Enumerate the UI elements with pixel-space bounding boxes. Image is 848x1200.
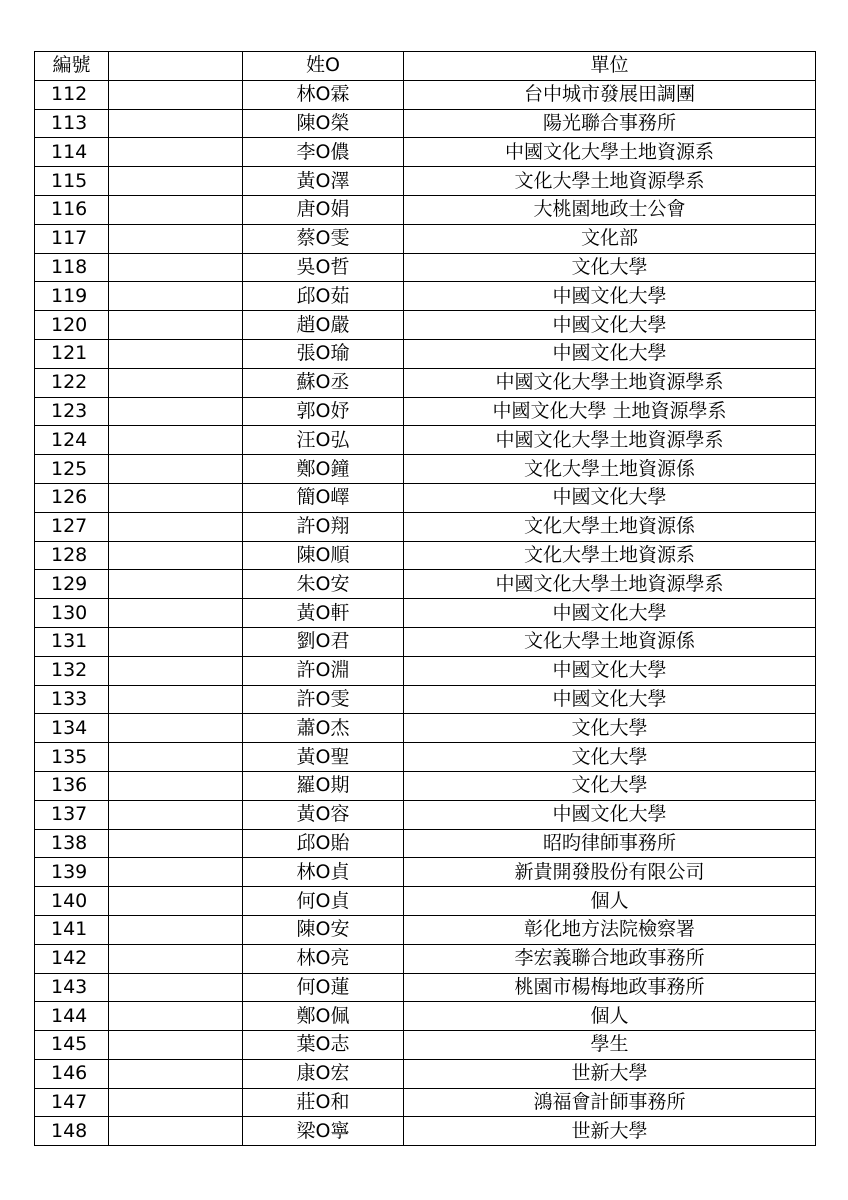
row-unit: 大桃園地政士公會	[404, 195, 816, 224]
table-row	[35, 944, 816, 973]
row-name: 陳O榮	[243, 109, 404, 138]
row-name: 朱O安	[243, 570, 404, 599]
table-row	[35, 339, 816, 368]
row-unit: 中國文化大學	[404, 311, 816, 340]
row-name: 邱O茹	[243, 282, 404, 311]
row-number: 117	[35, 224, 109, 253]
row-unit: 中國文化大學	[404, 282, 816, 311]
row-unit: 文化大學土地資源係	[404, 512, 816, 541]
row-blank	[109, 714, 243, 743]
table-row	[35, 455, 816, 484]
row-number: 119	[35, 282, 109, 311]
row-unit: 文化大學	[404, 253, 816, 282]
table-row	[35, 397, 816, 426]
row-number: 135	[35, 743, 109, 772]
row-unit: 文化大學	[404, 771, 816, 800]
row-unit: 彰化地方法院檢察署	[404, 915, 816, 944]
row-blank	[109, 339, 243, 368]
row-number: 120	[35, 311, 109, 340]
table-row	[35, 109, 816, 138]
row-number: 112	[35, 80, 109, 109]
attendee-table	[34, 51, 816, 1146]
row-unit: 世新大學	[404, 1117, 816, 1146]
row-number: 115	[35, 167, 109, 196]
table-row	[35, 167, 816, 196]
row-blank	[109, 1088, 243, 1117]
table-row	[35, 1117, 816, 1146]
row-blank	[109, 685, 243, 714]
row-number: 113	[35, 109, 109, 138]
row-unit: 中國文化大學	[404, 339, 816, 368]
table-row	[35, 858, 816, 887]
row-name: 黃O容	[243, 800, 404, 829]
row-unit: 鴻福會計師事務所	[404, 1088, 816, 1117]
row-unit: 中國文化大學土地資源學系	[404, 426, 816, 455]
table-row	[35, 1002, 816, 1031]
row-name: 陳O順	[243, 541, 404, 570]
table-row	[35, 915, 816, 944]
row-blank	[109, 368, 243, 397]
table-row	[35, 282, 816, 311]
row-name: 何O貞	[243, 887, 404, 916]
row-name: 蘇O丞	[243, 368, 404, 397]
table-row	[35, 195, 816, 224]
table-row	[35, 483, 816, 512]
row-blank	[109, 1002, 243, 1031]
table-row	[35, 570, 816, 599]
table-row	[35, 771, 816, 800]
row-unit: 中國文化大學土地資源學系	[404, 570, 816, 599]
row-number: 116	[35, 195, 109, 224]
row-blank	[109, 858, 243, 887]
row-name: 汪O弘	[243, 426, 404, 455]
row-unit: 個人	[404, 1002, 816, 1031]
row-blank	[109, 426, 243, 455]
row-name: 黃O澤	[243, 167, 404, 196]
table-row	[35, 224, 816, 253]
row-number: 126	[35, 483, 109, 512]
row-number: 148	[35, 1117, 109, 1146]
row-unit: 文化大學	[404, 714, 816, 743]
row-blank	[109, 138, 243, 167]
row-blank	[109, 282, 243, 311]
row-name: 趙O嚴	[243, 311, 404, 340]
table-row	[35, 512, 816, 541]
row-name: 郭O妤	[243, 397, 404, 426]
row-number: 132	[35, 656, 109, 685]
row-blank	[109, 944, 243, 973]
table-row	[35, 685, 816, 714]
row-blank	[109, 397, 243, 426]
row-blank	[109, 829, 243, 858]
row-number: 134	[35, 714, 109, 743]
row-number: 121	[35, 339, 109, 368]
row-name: 蕭O杰	[243, 714, 404, 743]
row-number: 140	[35, 887, 109, 916]
row-blank	[109, 311, 243, 340]
row-blank	[109, 195, 243, 224]
table-row	[35, 887, 816, 916]
row-unit: 文化部	[404, 224, 816, 253]
row-blank	[109, 887, 243, 916]
row-unit: 文化大學土地資源學系	[404, 167, 816, 196]
row-blank	[109, 541, 243, 570]
header-number: 編號	[35, 52, 109, 81]
row-number: 147	[35, 1088, 109, 1117]
row-unit: 中國文化大學土地資源系	[404, 138, 816, 167]
row-unit: 新貴開發股份有限公司	[404, 858, 816, 887]
row-name: 張O瑜	[243, 339, 404, 368]
row-blank	[109, 1117, 243, 1146]
header-blank	[109, 52, 243, 81]
row-blank	[109, 80, 243, 109]
row-name: 許O雯	[243, 685, 404, 714]
row-number: 137	[35, 800, 109, 829]
row-blank	[109, 800, 243, 829]
row-unit: 中國文化大學	[404, 483, 816, 512]
row-name: 林O霖	[243, 80, 404, 109]
row-blank	[109, 224, 243, 253]
row-name: 許O淵	[243, 656, 404, 685]
row-unit: 世新大學	[404, 1059, 816, 1088]
table-header-row	[35, 52, 816, 81]
row-number: 123	[35, 397, 109, 426]
row-number: 146	[35, 1059, 109, 1088]
row-number: 144	[35, 1002, 109, 1031]
header-unit: 單位	[404, 52, 816, 81]
row-blank	[109, 1059, 243, 1088]
row-name: 林O亮	[243, 944, 404, 973]
row-blank	[109, 743, 243, 772]
table-row	[35, 973, 816, 1002]
row-name: 陳O安	[243, 915, 404, 944]
row-name: 邱O貽	[243, 829, 404, 858]
row-blank	[109, 656, 243, 685]
row-unit: 桃園市楊梅地政事務所	[404, 973, 816, 1002]
row-name: 吳O哲	[243, 253, 404, 282]
table-row	[35, 800, 816, 829]
row-number: 114	[35, 138, 109, 167]
row-number: 145	[35, 1031, 109, 1060]
row-name: 羅O期	[243, 771, 404, 800]
table-row	[35, 627, 816, 656]
row-unit: 台中城市發展田調團	[404, 80, 816, 109]
table-row	[35, 1088, 816, 1117]
row-unit: 中國文化大學	[404, 656, 816, 685]
row-unit: 中國文化大學土地資源學系	[404, 368, 816, 397]
row-name: 鄭O鐘	[243, 455, 404, 484]
table-row	[35, 138, 816, 167]
row-number: 138	[35, 829, 109, 858]
row-unit: 文化大學土地資源係	[404, 455, 816, 484]
row-name: 林O貞	[243, 858, 404, 887]
row-number: 139	[35, 858, 109, 887]
row-name: 簡O嶧	[243, 483, 404, 512]
row-blank	[109, 483, 243, 512]
row-name: 蔡O雯	[243, 224, 404, 253]
table-row	[35, 714, 816, 743]
row-blank	[109, 915, 243, 944]
table-row	[35, 253, 816, 282]
table-row	[35, 311, 816, 340]
row-name: 唐O娟	[243, 195, 404, 224]
row-number: 142	[35, 944, 109, 973]
row-blank	[109, 599, 243, 628]
row-unit: 中國文化大學	[404, 685, 816, 714]
table-row	[35, 541, 816, 570]
row-number: 122	[35, 368, 109, 397]
row-number: 136	[35, 771, 109, 800]
row-name: 李O儂	[243, 138, 404, 167]
row-blank	[109, 455, 243, 484]
row-blank	[109, 253, 243, 282]
row-unit: 文化大學土地資源系	[404, 541, 816, 570]
row-number: 141	[35, 915, 109, 944]
table-row	[35, 1059, 816, 1088]
table-row	[35, 1031, 816, 1060]
row-name: 康O宏	[243, 1059, 404, 1088]
row-unit: 陽光聯合事務所	[404, 109, 816, 138]
row-number: 133	[35, 685, 109, 714]
row-name: 黃O軒	[243, 599, 404, 628]
table-row	[35, 368, 816, 397]
row-unit: 昭昀律師事務所	[404, 829, 816, 858]
row-blank	[109, 109, 243, 138]
row-unit: 學生	[404, 1031, 816, 1060]
row-name: 許O翔	[243, 512, 404, 541]
table-row	[35, 743, 816, 772]
row-name: 梁O寧	[243, 1117, 404, 1146]
row-name: 莊O和	[243, 1088, 404, 1117]
row-unit: 中國文化大學	[404, 599, 816, 628]
row-number: 128	[35, 541, 109, 570]
row-unit: 中國文化大學	[404, 800, 816, 829]
row-unit: 中國文化大學 土地資源學系	[404, 397, 816, 426]
table-row	[35, 80, 816, 109]
table-row	[35, 829, 816, 858]
row-number: 143	[35, 973, 109, 1002]
row-blank	[109, 1031, 243, 1060]
row-unit: 文化大學土地資源係	[404, 627, 816, 656]
row-number: 131	[35, 627, 109, 656]
row-unit: 個人	[404, 887, 816, 916]
row-blank	[109, 570, 243, 599]
row-name: 劉O君	[243, 627, 404, 656]
row-name: 何O蓮	[243, 973, 404, 1002]
row-unit: 李宏義聯合地政事務所	[404, 944, 816, 973]
row-name: 鄭O佩	[243, 1002, 404, 1031]
header-name: 姓O	[243, 52, 404, 81]
row-blank	[109, 627, 243, 656]
row-blank	[109, 771, 243, 800]
row-name: 黃O聖	[243, 743, 404, 772]
row-number: 127	[35, 512, 109, 541]
row-name: 葉O志	[243, 1031, 404, 1060]
row-number: 130	[35, 599, 109, 628]
row-blank	[109, 167, 243, 196]
table-row	[35, 656, 816, 685]
row-blank	[109, 973, 243, 1002]
table-row	[35, 426, 816, 455]
row-number: 129	[35, 570, 109, 599]
row-number: 125	[35, 455, 109, 484]
row-number: 118	[35, 253, 109, 282]
table-row	[35, 599, 816, 628]
row-blank	[109, 512, 243, 541]
row-number: 124	[35, 426, 109, 455]
row-unit: 文化大學	[404, 743, 816, 772]
